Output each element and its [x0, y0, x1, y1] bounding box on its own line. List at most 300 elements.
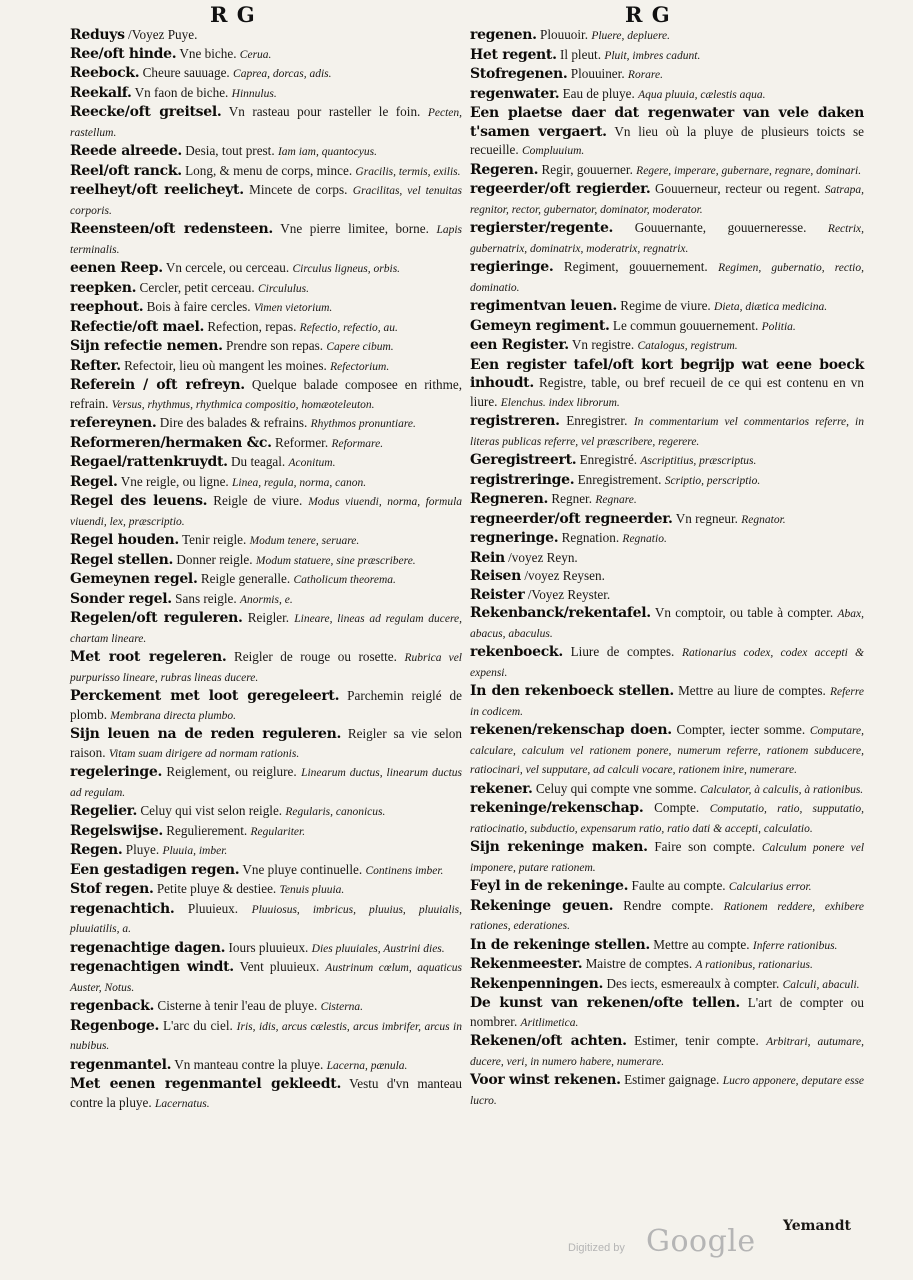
dictionary-entry — [470, 317, 864, 337]
entry-french: Regiment, gouuernement. — [563, 259, 708, 274]
entry-latin: Continens imber. — [365, 864, 444, 877]
entry-headword: regierster/regente. — [470, 220, 614, 236]
entry-french: Vn regneur. — [675, 510, 738, 526]
entry-french: L'art de compter ou nombrer. — [470, 995, 864, 1029]
entry-headword: rekeninge/rekenschap. — [470, 800, 644, 816]
dictionary-entry — [70, 1075, 462, 1113]
entry-latin: Inferre rationibus. — [752, 939, 838, 952]
entry-latin: Calculator, à calculis, à rationibus. — [699, 783, 864, 796]
entry-latin: Lacerna, pænula. — [326, 1059, 408, 1072]
entry-latin: Lineare, lineas ad regulam ducere, chartam lineare. — [70, 613, 462, 645]
entry-headword: Rekenpenningen. — [470, 975, 604, 992]
entry-latin: Aqua pluuia, cælestis aqua. — [638, 88, 766, 101]
entry-headword: regenachtich. — [70, 900, 175, 917]
entry-latin: Reformare. — [331, 437, 384, 450]
dictionary-entry — [470, 26, 864, 46]
watermark-small-text: Digitized by — [568, 1242, 625, 1254]
dictionary-entry — [70, 939, 462, 959]
entry-headword: Rein — [470, 549, 505, 566]
entry-french: Faulte au compte. — [631, 878, 726, 893]
dictionary-entry — [470, 65, 864, 85]
entry-latin: Abax, abacus, abaculus. — [470, 608, 865, 640]
entry-headword: Een gestadigen regen. — [70, 861, 240, 878]
entry-headword: Regel stellen. — [70, 551, 174, 568]
dictionary-entry — [470, 799, 864, 838]
dictionary-entry — [470, 936, 864, 956]
entry-headword: Regelswijse. — [70, 822, 163, 839]
entry-headword: Regneren. — [470, 491, 549, 507]
entry-headword: regneringe. — [470, 530, 559, 546]
entry-french: Rendre compte. — [623, 897, 714, 913]
entry-latin: Catalogus, registrum. — [637, 340, 738, 352]
entry-headword: Reel/oft ranck. — [70, 162, 182, 179]
entry-latin: Refectorium. — [330, 360, 390, 373]
entry-french: Reformer. — [275, 434, 329, 450]
entry-headword: Regen. — [70, 842, 123, 858]
entry-latin: Regulariter. — [250, 825, 306, 838]
entry-latin: Regnare. — [595, 494, 637, 506]
entry-headword: eenen Reep. — [70, 260, 163, 276]
entry-headword: Een plaetse daer dat regenwater van vele daken t'samen vergaert. — [470, 105, 864, 140]
entry-headword: Regael/rattenkruydt. — [70, 454, 228, 470]
entry-latin: Aconitum. — [288, 457, 336, 469]
entry-french: Il pleut. — [559, 46, 602, 62]
entry-headword: De kunst van rekenen/ofte tellen. — [470, 995, 741, 1011]
entry-latin: Hinnulus. — [231, 87, 277, 100]
entry-headword: reelheyt/oft reelicheyt. — [70, 182, 244, 198]
entry-headword: Reensteen/oft redensteen. — [70, 221, 273, 237]
entry-headword: Regel. — [70, 473, 118, 490]
entry-latin: Politia. — [761, 320, 796, 333]
entry-french: Iours pluuieux. — [228, 939, 309, 955]
entry-french: Regime de viure. — [620, 298, 711, 313]
entry-latin: Compluuium. — [521, 145, 585, 157]
entry-french: Cisterne à tenir l'eau de pluye. — [157, 998, 318, 1013]
entry-latin: Rectrix, gubernatrix, dominatrix, moderatrix, regnatrix. — [470, 223, 864, 255]
entry-latin: Regnatio. — [622, 533, 667, 545]
dictionary-entry — [470, 955, 864, 975]
entry-latin: Vimen vietorium. — [253, 302, 333, 314]
dictionary-entry — [70, 492, 462, 531]
entry-latin: Computare, calculare, calculum vel rationem ponere, numerum referre, rationem subducere, ratiocinari, vel supputare, ad calculi vocare, rationem inire, numerare. — [470, 725, 865, 776]
entry-headword: Reduys — [70, 27, 125, 43]
dictionary-entry — [470, 682, 864, 721]
entry-headword: regeerder/oft regierder. — [470, 181, 651, 197]
entry-headword: Rekenmeester. — [470, 956, 583, 972]
entry-french: Des iects, esmereaulx à compter. — [606, 975, 780, 991]
entry-latin: Capere cibum. — [326, 341, 394, 353]
entry-french: /voyez Reysen. — [524, 568, 605, 583]
entry-latin: Pecten, rastellum. — [70, 107, 463, 139]
dictionary-entry — [70, 997, 462, 1017]
dictionary-entry — [70, 687, 462, 725]
entry-headword: rekener. — [470, 780, 533, 797]
entry-headword: Referein / oft refreyn. — [70, 377, 245, 393]
entry-french: Estimer, tenir compte. — [634, 1033, 759, 1048]
left-column — [70, 26, 462, 1113]
entry-french: Enregistrer. — [566, 413, 628, 428]
dictionary-entry — [70, 551, 462, 571]
entry-headword: Rekenen/oft achten. — [470, 1033, 627, 1049]
dictionary-entry — [70, 880, 462, 900]
entry-latin: Gracilitas, vel tenuitas corporis. — [70, 185, 463, 217]
left-header-mark: R G — [210, 2, 256, 27]
entry-latin: Modus viuendi, norma, formula viuendi, lex, præscriptio. — [70, 496, 463, 528]
entry-french: Vn rasteau pour rasteller le foin. — [228, 104, 421, 119]
dictionary-entry — [470, 721, 864, 780]
entry-french: Vne reigle, ou ligne. — [120, 473, 229, 489]
entry-french: Gouuerneur, recteur ou regent. — [654, 181, 821, 196]
entry-latin: Pluuiosus, imbricus, pluuius, pluuialis, pluuiatilis, a. — [70, 903, 462, 935]
entry-headword: Een register tafel/oft kort begrijp wat eene boeck inhoudt. — [470, 356, 864, 391]
dictionary-entry — [470, 161, 864, 181]
entry-headword: regenachtigen windt. — [70, 959, 234, 975]
entry-french: Estimer gaignage. — [624, 1072, 720, 1087]
dictionary-entry — [470, 297, 864, 317]
entry-headword: regneerder/oft regneerder. — [470, 510, 673, 527]
entry-headword: Sonder regel. — [70, 590, 172, 607]
entry-french: Regulierement. — [166, 822, 248, 838]
entry-french: Du teagal. — [231, 454, 286, 469]
entry-french: Refection, repas. — [207, 318, 297, 334]
entry-headword: Regel des leuens. — [70, 493, 208, 509]
entry-french: Gouuernante, gouuerneresse. — [634, 220, 807, 235]
entry-latin: Pluit, imbres cadunt. — [604, 49, 701, 62]
entry-headword: rekenen/rekenschap doen. — [470, 722, 672, 738]
dictionary-entry — [70, 26, 462, 45]
entry-latin: Austrinum cœlum, aquaticus Auster, Notus. — [70, 962, 463, 994]
entry-french: Compter, iecter somme. — [676, 722, 806, 737]
entry-headword: Met eenen regenmantel gekleedt. — [70, 1076, 342, 1092]
entry-headword: Geregistreert. — [470, 452, 577, 468]
entry-latin: Satrapa, regnitor, rector, gubernator, dominator, moderator. — [470, 184, 864, 216]
entry-french: Registre, table, ou bref recueil de ce qui est contenu en vn liure. — [470, 375, 864, 409]
entry-french: Enregistré. — [579, 452, 638, 467]
entry-headword: regeleringe. — [70, 764, 163, 780]
watermark-logo: Google — [646, 1224, 756, 1259]
dictionary-entry — [70, 725, 462, 763]
dictionary-entry — [70, 590, 462, 610]
entry-french: Bois à faire cercles. — [146, 299, 251, 314]
entry-latin: Circulus ligneus, orbis. — [292, 263, 401, 275]
dictionary-entry — [470, 356, 864, 413]
dictionary-entry — [70, 822, 462, 842]
dictionary-entry — [70, 763, 462, 802]
entry-headword: Regeren. — [470, 161, 539, 178]
dictionary-entry — [470, 471, 864, 491]
dictionary-entry — [70, 376, 462, 414]
entry-headword: Sijn rekeninge maken. — [470, 839, 648, 855]
entry-french: Reigle de viure. — [213, 493, 303, 508]
dictionary-entry — [470, 897, 864, 936]
entry-latin: Rorare. — [627, 69, 663, 81]
entry-french: Cheure sauuage. — [142, 65, 230, 80]
dictionary-entry — [70, 64, 462, 84]
entry-headword: In de rekeninge stellen. — [470, 936, 650, 953]
entry-french: Mincete de corps. — [249, 182, 348, 197]
entry-french: Refectoir, lieu où mangent les moines. — [124, 357, 327, 373]
entry-french: /Voyez Reyster. — [527, 586, 611, 602]
entry-headword: regenwater. — [470, 85, 560, 102]
entry-latin: Dieta, diætica medicina. — [714, 301, 828, 313]
entry-french: Enregistrement. — [577, 471, 662, 487]
entry-latin: A rationibus, rationarius. — [695, 959, 813, 971]
entry-french: /voyez Reyn. — [508, 549, 578, 565]
entry-latin: Lapis terminalis. — [70, 224, 463, 256]
entry-latin: Scriptio, perscriptio. — [664, 474, 761, 487]
entry-headword: regenachtige dagen. — [70, 939, 226, 956]
entry-latin: Membrana directa plumbo. — [110, 709, 237, 722]
entry-french: Pluuieux. — [187, 900, 239, 916]
entry-french: Faire son compte. — [654, 839, 756, 854]
dictionary-entry — [470, 877, 864, 897]
dictionary-entry — [70, 162, 462, 182]
entry-latin: Linearum ductus, linearum ductus ad regulam. — [70, 767, 463, 799]
dictionary-entry — [70, 337, 462, 357]
entry-french: Eau de pluye. — [562, 85, 635, 101]
entry-french: Celuy qui compte vne somme. — [535, 780, 697, 796]
dictionary-entry — [470, 549, 864, 568]
entry-latin: Cerua. — [239, 48, 272, 61]
dictionary-entry — [70, 1017, 462, 1056]
dictionary-entry — [70, 414, 462, 434]
entry-headword: reephout. — [70, 299, 144, 315]
entry-headword: Reister — [470, 586, 525, 603]
entry-latin: Iam iam, quantocyus. — [277, 146, 377, 158]
dictionary-entry — [70, 259, 462, 279]
dictionary-entry — [470, 1032, 864, 1071]
entry-latin: Refectio, refectio, au. — [299, 321, 398, 334]
dictionary-entry — [470, 46, 864, 66]
entry-french: Sans reigle. — [175, 590, 237, 606]
entry-headword: Sijn refectie nemen. — [70, 338, 223, 354]
dictionary-entry — [70, 570, 462, 590]
entry-french: Reigle generalle. — [200, 571, 291, 586]
dictionary-entry — [70, 142, 462, 162]
entry-french: Regner. — [551, 491, 593, 506]
dictionary-entry — [470, 1071, 864, 1110]
dictionary-entry — [70, 434, 462, 454]
dictionary-entry — [70, 531, 462, 551]
entry-headword: registreringe. — [470, 471, 575, 488]
dictionary-entry — [70, 84, 462, 104]
dictionary-entry — [70, 279, 462, 299]
entry-latin: Modum statuere, sine præscribere. — [255, 554, 416, 567]
dictionary-entry — [470, 336, 864, 356]
entry-headword: Voor winst rekenen. — [470, 1072, 621, 1088]
entry-french: Reiglement, ou reiglure. — [166, 764, 297, 779]
dictionary-entry — [470, 994, 864, 1032]
entry-headword: Regel houden. — [70, 532, 179, 548]
dictionary-entry — [70, 45, 462, 65]
dictionary-entry — [470, 258, 864, 297]
entry-headword: Refter. — [70, 357, 121, 374]
entry-french: Plouuoir. — [540, 27, 589, 42]
entry-headword: een Register. — [470, 337, 569, 353]
entry-french: Compte. — [654, 800, 700, 815]
entry-headword: Reisen — [470, 568, 522, 584]
entry-headword: Stofregenen. — [470, 66, 568, 82]
dictionary-entry — [470, 85, 864, 105]
entry-latin: Rationarius codex, codex accepti & expensi. — [470, 647, 865, 679]
entry-latin: Calculi, abaculi. — [782, 978, 860, 991]
entry-french: /Voyez Puye. — [128, 27, 198, 42]
entry-french: Prendre son repas. — [226, 338, 324, 353]
entry-french: Donner reigle. — [176, 551, 253, 567]
watermark — [568, 1224, 808, 1260]
entry-french: Vestu d'vn manteau contre la pluye. — [70, 1076, 462, 1110]
entry-headword: regieringe. — [470, 259, 554, 275]
dictionary-entry — [70, 1056, 462, 1076]
entry-headword: Reebock. — [70, 65, 140, 81]
entry-latin: Rhythmos pronuntiare. — [310, 418, 416, 430]
dictionary-entry — [70, 900, 462, 939]
entry-headword: registreren. — [470, 413, 560, 429]
entry-latin: Gracilis, termis, exilis. — [355, 165, 461, 178]
entry-latin: Versus, rhythmus, rhythmica compositio, homæoteleuton. — [111, 398, 375, 411]
entry-french: Mettre au liure de comptes. — [678, 683, 826, 698]
entry-headword: Ree/oft hinde. — [70, 45, 177, 62]
dictionary-entry — [470, 780, 864, 800]
entry-latin: Rubrica vel purpurisso lineare, rubras lineas ducere. — [70, 652, 462, 684]
entry-latin: Anormis, e. — [239, 593, 293, 606]
entry-latin: Lucro apponere, deputare esse lucro. — [470, 1075, 865, 1107]
catchword: Yemandt — [782, 1218, 851, 1234]
dictionary-entry — [70, 609, 462, 648]
entry-french: Vne pluye continuelle. — [242, 861, 363, 877]
entry-french: Desia, tout prest. — [185, 143, 275, 158]
entry-french: Vn lieu où la pluye de plusieurs toicts se recueille. — [470, 123, 864, 157]
dictionary-entry — [470, 412, 864, 451]
entry-headword: Regelier. — [70, 803, 138, 819]
dictionary-entry — [70, 648, 462, 687]
entry-french: Petite pluye & destiee. — [156, 881, 277, 896]
entry-french: Vn registre. — [571, 337, 635, 352]
dictionary-entry — [470, 510, 864, 530]
dictionary-entry — [470, 529, 864, 549]
dictionary-entry — [70, 802, 462, 822]
entry-french: Maistre de comptes. — [585, 956, 693, 971]
entry-latin: Elenchus. index librorum. — [500, 396, 620, 409]
entry-latin: Pluuia, imber. — [162, 845, 228, 857]
entry-latin: In commentarium vel commentarios referre, in literas publicas referre, vel præscribere, regerere. — [470, 416, 864, 448]
dictionary-entry — [70, 861, 462, 881]
entry-headword: rekenboeck. — [470, 644, 563, 660]
entry-headword: Stof regen. — [70, 881, 154, 897]
entry-latin: Vitam suam dirigere ad normam rationis. — [108, 747, 300, 760]
entry-latin: Caprea, dorcas, adis. — [233, 68, 332, 80]
dictionary-entry — [70, 181, 462, 220]
dictionary-entry — [70, 298, 462, 318]
entry-headword: Reekalf. — [70, 84, 132, 101]
dictionary-entry — [70, 473, 462, 493]
entry-headword: regenmantel. — [70, 1056, 172, 1073]
dictionary-entry — [70, 958, 462, 997]
entry-latin: Modum tenere, seruare. — [249, 535, 360, 547]
dictionary-entry — [470, 975, 864, 995]
entry-headword: Rekeninge geuen. — [470, 897, 614, 914]
entry-french: Vn manteau contre la pluye. — [174, 1056, 324, 1072]
dictionary-entry — [470, 180, 864, 219]
entry-latin: Circululus. — [258, 282, 310, 295]
entry-french: Celuy qui vist selon reigle. — [140, 803, 283, 818]
dictionary-entry — [470, 219, 864, 258]
entry-headword: Reecke/oft greitsel. — [70, 104, 222, 120]
dictionary-entry — [470, 838, 864, 877]
entry-latin: Arbitrari, autumare, ducere, veri, in numero habere, numerare. — [470, 1036, 864, 1068]
entry-latin: Lacernatus. — [154, 1097, 210, 1110]
entry-latin: Regere, imperare, gubernare, regnare, dominari. — [636, 164, 862, 177]
entry-headword: regenback. — [70, 998, 155, 1014]
dictionary-entry — [70, 103, 462, 142]
page-header — [0, 2, 913, 28]
entry-headword: regenen. — [470, 27, 537, 43]
entry-headword: reepken. — [70, 279, 137, 296]
entry-latin: Regnator. — [741, 513, 786, 526]
entry-french: Vn comptoir, ou table à compter. — [654, 605, 834, 620]
entry-french: Vne biche. — [179, 45, 237, 61]
entry-headword: Refectie/oft mael. — [70, 318, 205, 335]
entry-french: Plouuiner. — [570, 66, 625, 81]
entry-french: Vne pierre limitee, borne. — [280, 221, 429, 236]
entry-french: Reigler de rouge ou rosette. — [233, 649, 397, 664]
right-column — [470, 26, 864, 1110]
dictionary-entry — [70, 453, 462, 473]
entry-latin: Rationem reddere, exhibere rationes, ederationes. — [470, 900, 864, 932]
dictionary-entry — [70, 357, 462, 377]
entry-latin: Cisterna. — [320, 1001, 364, 1013]
entry-french: Vent pluuieux. — [239, 959, 320, 974]
entry-french: Reigler. — [247, 610, 290, 625]
dictionary-entry — [470, 604, 864, 643]
entry-latin: Regimen, gubernatio, rectio, dominatio. — [470, 262, 864, 294]
entry-latin: Regularis, canonicus. — [285, 806, 386, 818]
entry-latin: Tenuis pluuia. — [279, 884, 345, 896]
entry-headword: Gemeynen regel. — [70, 571, 198, 587]
dictionary-entry — [470, 586, 864, 605]
entry-french: Vn cercele, ou cerceau. — [165, 260, 290, 275]
dictionary-entry — [470, 643, 864, 682]
dictionary-entry — [70, 841, 462, 861]
dictionary-entry — [470, 104, 864, 161]
entry-latin: Calcularius error. — [728, 881, 812, 893]
entry-headword: regimentvan leuen. — [470, 298, 617, 314]
entry-headword: Regelen/oft reguleren. — [70, 610, 243, 626]
entry-french: Mettre au compte. — [653, 936, 750, 952]
entry-headword: Reformeren/hermaken &c. — [70, 434, 272, 451]
entry-french: Reigler sa vie selon raison. — [70, 726, 462, 760]
entry-french: Cercler, petit cerceau. — [139, 279, 255, 295]
entry-headword: Gemeyn regiment. — [470, 317, 610, 334]
entry-french: Le commun gouuernement. — [612, 317, 759, 333]
entry-french: Regir, gouuerner. — [541, 161, 633, 177]
right-header-mark: R G — [625, 2, 671, 27]
entry-french: Dire des balades & refrains. — [159, 415, 308, 430]
entry-latin: Ascriptitius, præscriptus. — [640, 455, 757, 467]
dictionary-entry — [470, 567, 864, 586]
entry-french: Tenir reigle. — [182, 532, 247, 547]
entry-latin: Catholicum theorema. — [293, 574, 396, 586]
entry-latin: Linea, regula, norma, canon. — [232, 476, 367, 489]
entry-headword: Perckement met loot geregeleert. — [70, 688, 340, 704]
dictionary-entry — [70, 318, 462, 338]
entry-headword: Rekenbanck/rekentafel. — [470, 605, 651, 621]
entry-french: Regnation. — [561, 530, 620, 545]
entry-french: Liure de comptes. — [570, 644, 675, 659]
entry-headword: In den rekenboeck stellen. — [470, 683, 674, 699]
entry-headword: Regenboge. — [70, 1017, 160, 1034]
entry-headword: refereynen. — [70, 415, 157, 431]
